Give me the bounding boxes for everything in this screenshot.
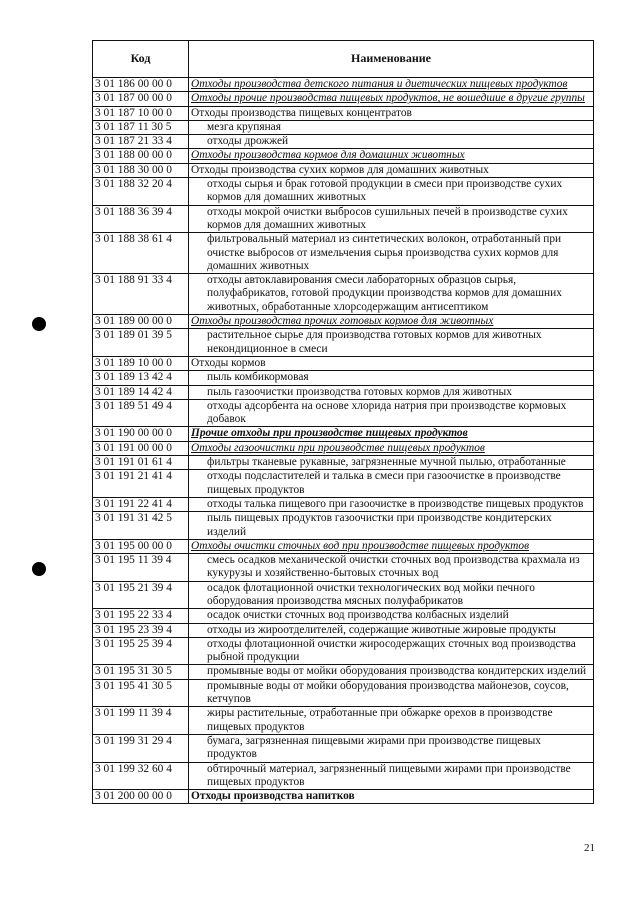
table-header-row bbox=[93, 41, 594, 78]
table-row bbox=[93, 205, 594, 233]
table-row bbox=[93, 385, 594, 399]
table-row bbox=[93, 456, 594, 470]
table-row bbox=[93, 637, 594, 665]
waste-name: Отходы производства сухих кормов для домашних животных bbox=[189, 163, 594, 177]
waste-code: 3 01 191 31 42 5 bbox=[93, 512, 189, 540]
waste-code: 3 01 187 21 33 4 bbox=[93, 135, 189, 149]
table-row bbox=[93, 329, 594, 357]
waste-name: отходы флотационной очистки жиросодержащих сточных вод производства рыбной продукции bbox=[189, 637, 594, 665]
waste-name: отходы подсластителей и талька в смеси при газоочистке в производстве пищевых продуктов bbox=[189, 470, 594, 498]
waste-code: 3 01 195 31 30 5 bbox=[93, 665, 189, 679]
table-row bbox=[93, 790, 594, 804]
waste-code: 3 01 188 32 20 4 bbox=[93, 178, 189, 206]
waste-code: 3 01 188 91 33 4 bbox=[93, 274, 189, 315]
waste-code: 3 01 195 41 30 5 bbox=[93, 679, 189, 707]
table-row bbox=[93, 762, 594, 790]
waste-name: бумага, загрязненная пищевыми жирами при производстве пищевых продуктов bbox=[189, 734, 594, 762]
waste-name: пыль газоочистки производства готовых кормов для животных bbox=[189, 385, 594, 399]
waste-name: Отходы кормов bbox=[189, 356, 594, 370]
table-row bbox=[93, 78, 594, 92]
waste-code: 3 01 187 00 00 0 bbox=[93, 92, 189, 106]
column-header-name: Наименование bbox=[189, 41, 594, 78]
waste-code: 3 01 191 21 41 4 bbox=[93, 470, 189, 498]
waste-code: 3 01 189 10 00 0 bbox=[93, 356, 189, 370]
waste-name: обтирочный материал, загрязненный пищевыми жирами при производстве пищевых продуктов bbox=[189, 762, 594, 790]
waste-name: промывные воды от мойки оборудования производства майонезов, соусов, кетчупов bbox=[189, 679, 594, 707]
waste-code: 3 01 188 36 39 4 bbox=[93, 205, 189, 233]
waste-name: отходы мокрой очистки выбросов сушильных печей в производстве сухих кормов для домашних животных bbox=[189, 205, 594, 233]
waste-code: 3 01 187 11 30 5 bbox=[93, 120, 189, 134]
waste-name: отходы дрожжей bbox=[189, 135, 594, 149]
punch-hole bbox=[32, 317, 46, 331]
waste-code: 3 01 190 00 00 0 bbox=[93, 427, 189, 441]
waste-code: 3 01 195 00 00 0 bbox=[93, 539, 189, 553]
table-row bbox=[93, 707, 594, 735]
waste-code: 3 01 191 00 00 0 bbox=[93, 441, 189, 455]
waste-code: 3 01 189 00 00 0 bbox=[93, 315, 189, 329]
table-row bbox=[93, 609, 594, 623]
table-row bbox=[93, 581, 594, 609]
table-row bbox=[93, 371, 594, 385]
table-row bbox=[93, 427, 594, 441]
waste-name: растительное сырье для производства готовых кормов для животных некондиционное в смеси bbox=[189, 329, 594, 357]
waste-name: отходы сырья и брак готовой продукции в смеси при производстве сухих кормов для домашних животных bbox=[189, 178, 594, 206]
waste-code: 3 01 188 38 61 4 bbox=[93, 233, 189, 274]
waste-code: 3 01 199 11 39 4 bbox=[93, 707, 189, 735]
table-row bbox=[93, 106, 594, 120]
waste-code: 3 01 195 11 39 4 bbox=[93, 554, 189, 582]
waste-name: Отходы производства кормов для домашних животных bbox=[189, 149, 594, 163]
waste-name: Отходы производства напитков bbox=[189, 790, 594, 804]
waste-name: Отходы очистки сточных вод при производстве пищевых продуктов bbox=[189, 539, 594, 553]
waste-code: 3 01 186 00 00 0 bbox=[93, 78, 189, 92]
waste-code: 3 01 195 21 39 4 bbox=[93, 581, 189, 609]
table-row bbox=[93, 315, 594, 329]
waste-code: 3 01 191 22 41 4 bbox=[93, 497, 189, 511]
table-row bbox=[93, 539, 594, 553]
table-row bbox=[93, 356, 594, 370]
table-row bbox=[93, 120, 594, 134]
table-row bbox=[93, 679, 594, 707]
punch-hole bbox=[32, 562, 46, 576]
waste-code: 3 01 189 14 42 4 bbox=[93, 385, 189, 399]
waste-name: Прочие отходы при производстве пищевых продуктов bbox=[189, 427, 594, 441]
column-header-code: Код bbox=[93, 41, 189, 78]
page-number: 21 bbox=[584, 842, 595, 854]
waste-name: отходы талька пищевого при газоочистке в производстве пищевых продуктов bbox=[189, 497, 594, 511]
waste-code: 3 01 189 01 39 5 bbox=[93, 329, 189, 357]
waste-name: отходы адсорбента на основе хлорида натрия при производстве кормовых добавок bbox=[189, 399, 594, 427]
waste-code: 3 01 188 00 00 0 bbox=[93, 149, 189, 163]
waste-name: пыль комбикормовая bbox=[189, 371, 594, 385]
waste-code: 3 01 188 30 00 0 bbox=[93, 163, 189, 177]
table-row bbox=[93, 274, 594, 315]
waste-name: отходы автоклавирования смеси лабораторных образцов сырья, полуфабрикатов, готовой продукции производства кормов для домашних животных, обработанные хлорсодержащим антисептиком bbox=[189, 274, 594, 315]
waste-code: 3 01 189 51 49 4 bbox=[93, 399, 189, 427]
table-row bbox=[93, 233, 594, 274]
waste-code: 3 01 199 31 29 4 bbox=[93, 734, 189, 762]
waste-code: 3 01 195 22 33 4 bbox=[93, 609, 189, 623]
table-row bbox=[93, 135, 594, 149]
waste-name: отходы из жироотделителей, содержащие животные жировые продукты bbox=[189, 623, 594, 637]
table-row bbox=[93, 554, 594, 582]
waste-name: Отходы производства пищевых концентратов bbox=[189, 106, 594, 120]
table-row bbox=[93, 623, 594, 637]
table-row bbox=[93, 470, 594, 498]
waste-name: пыль пищевых продуктов газоочистки при производстве кондитерских изделий bbox=[189, 512, 594, 540]
table-row bbox=[93, 441, 594, 455]
table-row bbox=[93, 92, 594, 106]
waste-name: фильтры тканевые рукавные, загрязненные мучной пылью, отработанные bbox=[189, 456, 594, 470]
waste-code: 3 01 189 13 42 4 bbox=[93, 371, 189, 385]
table-row bbox=[93, 665, 594, 679]
waste-code: 3 01 191 01 61 4 bbox=[93, 456, 189, 470]
waste-code: 3 01 195 23 39 4 bbox=[93, 623, 189, 637]
table-row bbox=[93, 163, 594, 177]
waste-name: смесь осадков механической очистки сточных вод производства крахмала из кукурузы и хозяйственно-бытовых сточных вод bbox=[189, 554, 594, 582]
waste-name: жиры растительные, отработанные при обжарке орехов в производстве пищевых продуктов bbox=[189, 707, 594, 735]
waste-name: Отходы производства прочих готовых кормов для животных bbox=[189, 315, 594, 329]
table-row bbox=[93, 149, 594, 163]
waste-name: фильтровальный материал из синтетических волокон, отработанный при очистке выбросов от измельчения сырья производства сухих кормов для домашних животных bbox=[189, 233, 594, 274]
table-row bbox=[93, 512, 594, 540]
waste-code: 3 01 187 10 00 0 bbox=[93, 106, 189, 120]
waste-name: мезга крупяная bbox=[189, 120, 594, 134]
waste-name: Отходы газоочистки при производстве пищевых продуктов bbox=[189, 441, 594, 455]
waste-code-table bbox=[92, 40, 594, 804]
waste-name: Отходы производства детского питания и диетических пищевых продуктов bbox=[189, 78, 594, 92]
waste-name: осадок очистки сточных вод производства колбасных изделий bbox=[189, 609, 594, 623]
waste-code: 3 01 195 25 39 4 bbox=[93, 637, 189, 665]
waste-name: промывные воды от мойки оборудования производства кондитерских изделий bbox=[189, 665, 594, 679]
waste-code: 3 01 199 32 60 4 bbox=[93, 762, 189, 790]
waste-code: 3 01 200 00 00 0 bbox=[93, 790, 189, 804]
table-row bbox=[93, 178, 594, 206]
waste-name: осадок флотационной очистки технологических вод мойки печного оборудования производства мясных полуфабрикатов bbox=[189, 581, 594, 609]
table-row bbox=[93, 399, 594, 427]
waste-name: Отходы прочие производства пищевых продуктов, не вошедшие в другие группы bbox=[189, 92, 594, 106]
table-row bbox=[93, 497, 594, 511]
table-row bbox=[93, 734, 594, 762]
